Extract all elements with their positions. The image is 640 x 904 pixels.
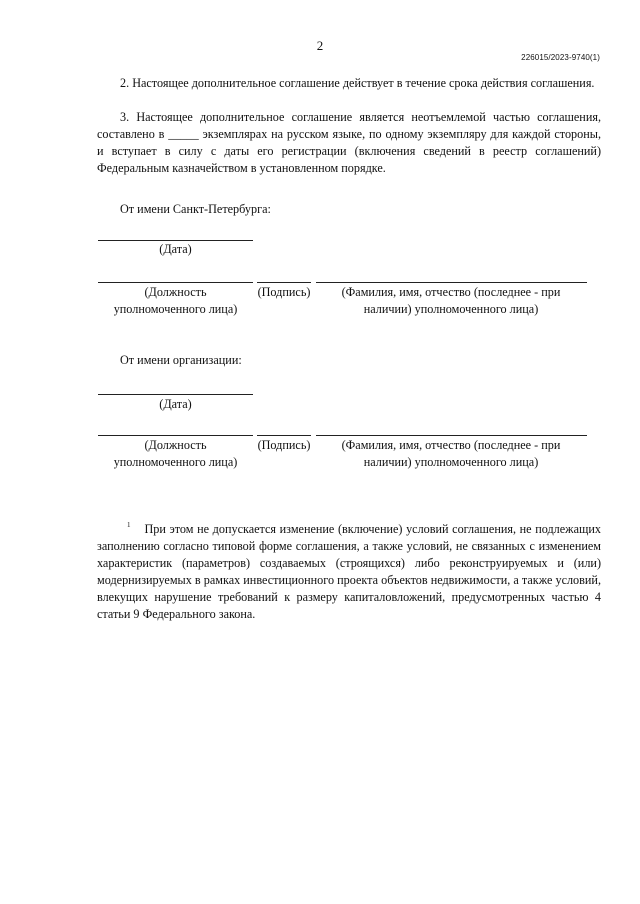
signature-line bbox=[257, 435, 311, 436]
document-id: 226015/2023-9740(1) bbox=[521, 53, 600, 62]
date-caption: (Дата) bbox=[159, 242, 192, 256]
signature-block-title: От имени организации: bbox=[120, 353, 242, 367]
footnote bbox=[97, 517, 601, 623]
paragraph-2: 2. Настоящее дополнительное соглашение действует в течение срока действия соглашения. bbox=[120, 76, 595, 90]
signature-caption: (Подпись) bbox=[257, 438, 311, 452]
footnote-marker: 1 bbox=[127, 521, 131, 529]
position-line bbox=[98, 282, 253, 283]
position-caption: (Должность уполномоченного лица) bbox=[113, 285, 238, 316]
footnote-text: При этом не допускается изменение (включение) условий соглашения, не подлежащих заполнению согласно типовой форме соглашения, а также условий, не связанных с изменением характеристик (параметров) создаваемых (строящихся) либо реконструируемых и (или) модернизируемых в рамках инвестиционного проекта объектов недвижимости, а также условий, влекущих нарушение требований к размеру капиталовложений, предусмотренных частью 4 статьи 9 Федерального закона. bbox=[97, 522, 601, 621]
paragraph-3: 3. Настоящее дополнительное соглашение является неотъемлемой частью соглашения, составлено в _____ экземплярах на русском языке, по одному экземпляру для каждой стороны, и вступает в силу с даты его регистрации (включения сведений в реестр соглашений) Федеральным казначейством в установленном порядке. bbox=[97, 110, 601, 175]
name-caption: (Фамилия, имя, отчество (последнее - при наличии) уполномоченного лица) bbox=[341, 285, 561, 316]
name-line bbox=[316, 435, 587, 436]
signature-line bbox=[257, 282, 311, 283]
position-line bbox=[98, 435, 253, 436]
name-line bbox=[316, 282, 587, 283]
position-caption: (Должность уполномоченного лица) bbox=[113, 438, 238, 469]
signature-block-title: От имени Санкт-Петербурга: bbox=[120, 202, 271, 216]
page-number: 2 bbox=[316, 38, 324, 53]
date-line bbox=[98, 394, 253, 395]
signature-caption: (Подпись) bbox=[257, 285, 311, 299]
name-caption: (Фамилия, имя, отчество (последнее - при наличии) уполномоченного лица) bbox=[341, 438, 561, 469]
date-caption: (Дата) bbox=[159, 397, 192, 411]
